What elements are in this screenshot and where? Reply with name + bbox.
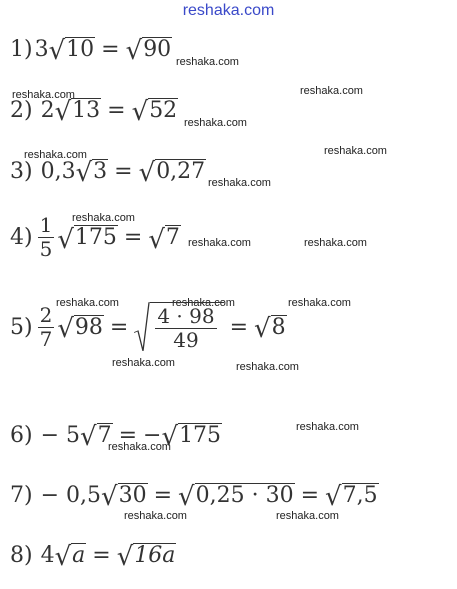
sqrt-symbol: √	[54, 97, 72, 127]
numerator: 2	[39, 302, 53, 327]
coefficient: − 5	[40, 422, 81, 448]
item-number: 8)	[10, 542, 33, 568]
big-radical	[134, 302, 223, 352]
equation-3	[10, 158, 206, 188]
radical	[254, 314, 287, 344]
radical	[138, 158, 207, 188]
sqrt-symbol: √	[125, 36, 143, 66]
radical	[116, 542, 177, 572]
item-number: 5)	[10, 314, 33, 340]
radical	[131, 97, 179, 127]
radicand: 13	[72, 97, 101, 123]
watermark: reshaka.com	[108, 441, 171, 453]
watermark: reshaka.com	[56, 297, 119, 309]
radical	[57, 224, 118, 255]
item-number: 7)	[10, 482, 33, 508]
coefficient: 2	[40, 97, 55, 123]
watermark: reshaka.com	[24, 149, 87, 161]
sqrt-symbol: √	[138, 158, 156, 188]
radicand: 175	[179, 422, 222, 448]
radicand: 16a	[134, 542, 176, 568]
watermark: reshaka.com	[208, 177, 271, 189]
watermark: reshaka.com	[12, 89, 75, 101]
item-number: 2)	[10, 97, 33, 123]
denominator: 49	[173, 328, 199, 352]
watermark: reshaka.com	[324, 145, 387, 157]
sqrt-symbol: √	[116, 542, 134, 572]
equation-4	[10, 214, 181, 261]
watermark: reshaka.com	[304, 237, 367, 249]
watermark: reshaka.com	[176, 56, 239, 68]
sqrt-symbol: √	[48, 36, 66, 66]
equation-6	[10, 422, 222, 452]
equals-sign: =	[153, 482, 173, 508]
sqrt-symbol: √	[57, 224, 74, 255]
equals-sign: =	[123, 225, 143, 250]
watermark: reshaka.com	[184, 117, 247, 129]
radicand: 10	[66, 36, 95, 62]
radical	[325, 482, 379, 512]
numerator: 4 · 98	[157, 304, 215, 328]
radicand: 7	[165, 225, 180, 251]
equation-5	[10, 302, 287, 352]
radicand: 7	[97, 422, 112, 448]
sqrt-symbol: √	[75, 158, 93, 188]
radicand: 98	[74, 314, 103, 340]
item-number: 1)	[10, 36, 33, 62]
equation-7	[10, 482, 379, 512]
radical	[48, 36, 96, 66]
fraction	[38, 304, 55, 351]
sqrt-symbol: √	[161, 422, 179, 452]
equals-sign: =	[109, 314, 129, 340]
denominator: 7	[39, 326, 53, 351]
watermark: reshaka.com	[188, 237, 251, 249]
radical	[80, 422, 113, 452]
radical	[54, 97, 102, 127]
sqrt-symbol: √	[54, 542, 72, 572]
denominator: 5	[39, 237, 53, 261]
radicand: 30	[118, 482, 147, 508]
item-number: 6)	[10, 422, 33, 448]
radical	[148, 224, 181, 255]
equation-1	[10, 36, 172, 66]
equals-sign: =	[229, 314, 249, 340]
sqrt-symbol: √	[178, 482, 195, 512]
watermark-header: reshaka.com	[182, 2, 275, 19]
sqrt-symbol: √	[80, 422, 97, 452]
item-number: 4)	[10, 225, 33, 250]
item-number: 3)	[10, 158, 33, 184]
radical	[125, 36, 173, 66]
radical	[75, 158, 109, 188]
coefficient: 4	[40, 542, 55, 568]
equals-sign: =	[92, 542, 111, 568]
equals-sign: =	[107, 97, 126, 123]
radical	[101, 482, 148, 512]
equation-2	[10, 97, 178, 127]
watermark: reshaka.com	[124, 510, 187, 522]
minus-sign: −	[143, 422, 162, 448]
watermark: reshaka.com	[172, 297, 235, 309]
sqrt-symbol: √	[101, 482, 118, 512]
sqrt-symbol: √	[131, 97, 149, 127]
radical	[178, 482, 295, 512]
coefficient: 3	[34, 36, 49, 62]
coefficient: − 0,5	[40, 482, 102, 508]
radical	[57, 314, 104, 344]
sqrt-symbol: √	[254, 314, 271, 344]
radical	[161, 422, 222, 452]
sqrt-symbol: √	[57, 314, 74, 344]
sqrt-symbol: √	[148, 224, 165, 255]
radicand: 52	[149, 97, 178, 123]
watermark: reshaka.com	[72, 212, 135, 224]
equation-8	[10, 542, 176, 572]
radicand: 0,25 · 30	[195, 482, 294, 508]
radicand: 7,5	[342, 482, 378, 508]
watermark: reshaka.com	[112, 357, 175, 369]
radical	[54, 542, 87, 572]
equals-sign: =	[101, 36, 120, 62]
coefficient: 0,3	[40, 158, 76, 184]
radicand	[150, 302, 223, 352]
watermark: reshaka.com	[276, 510, 339, 522]
watermark: reshaka.com	[236, 361, 299, 373]
sqrt-symbol	[134, 302, 150, 352]
radicand: 8	[271, 314, 286, 340]
fraction	[155, 305, 216, 352]
equals-sign: =	[114, 158, 133, 184]
watermark: reshaka.com	[288, 297, 351, 309]
equals-sign: =	[300, 482, 320, 508]
numerator: 1	[39, 213, 53, 237]
sqrt-symbol: √	[325, 482, 342, 512]
equals-sign: =	[118, 422, 138, 448]
radicand: 3	[93, 158, 108, 184]
watermark: reshaka.com	[300, 85, 363, 97]
radicand: 175	[74, 225, 117, 251]
fraction	[38, 214, 55, 261]
radicand: 90	[143, 36, 172, 62]
radicand: a	[72, 542, 86, 568]
radicand: 0,27	[156, 158, 206, 184]
watermark: reshaka.com	[296, 421, 359, 433]
